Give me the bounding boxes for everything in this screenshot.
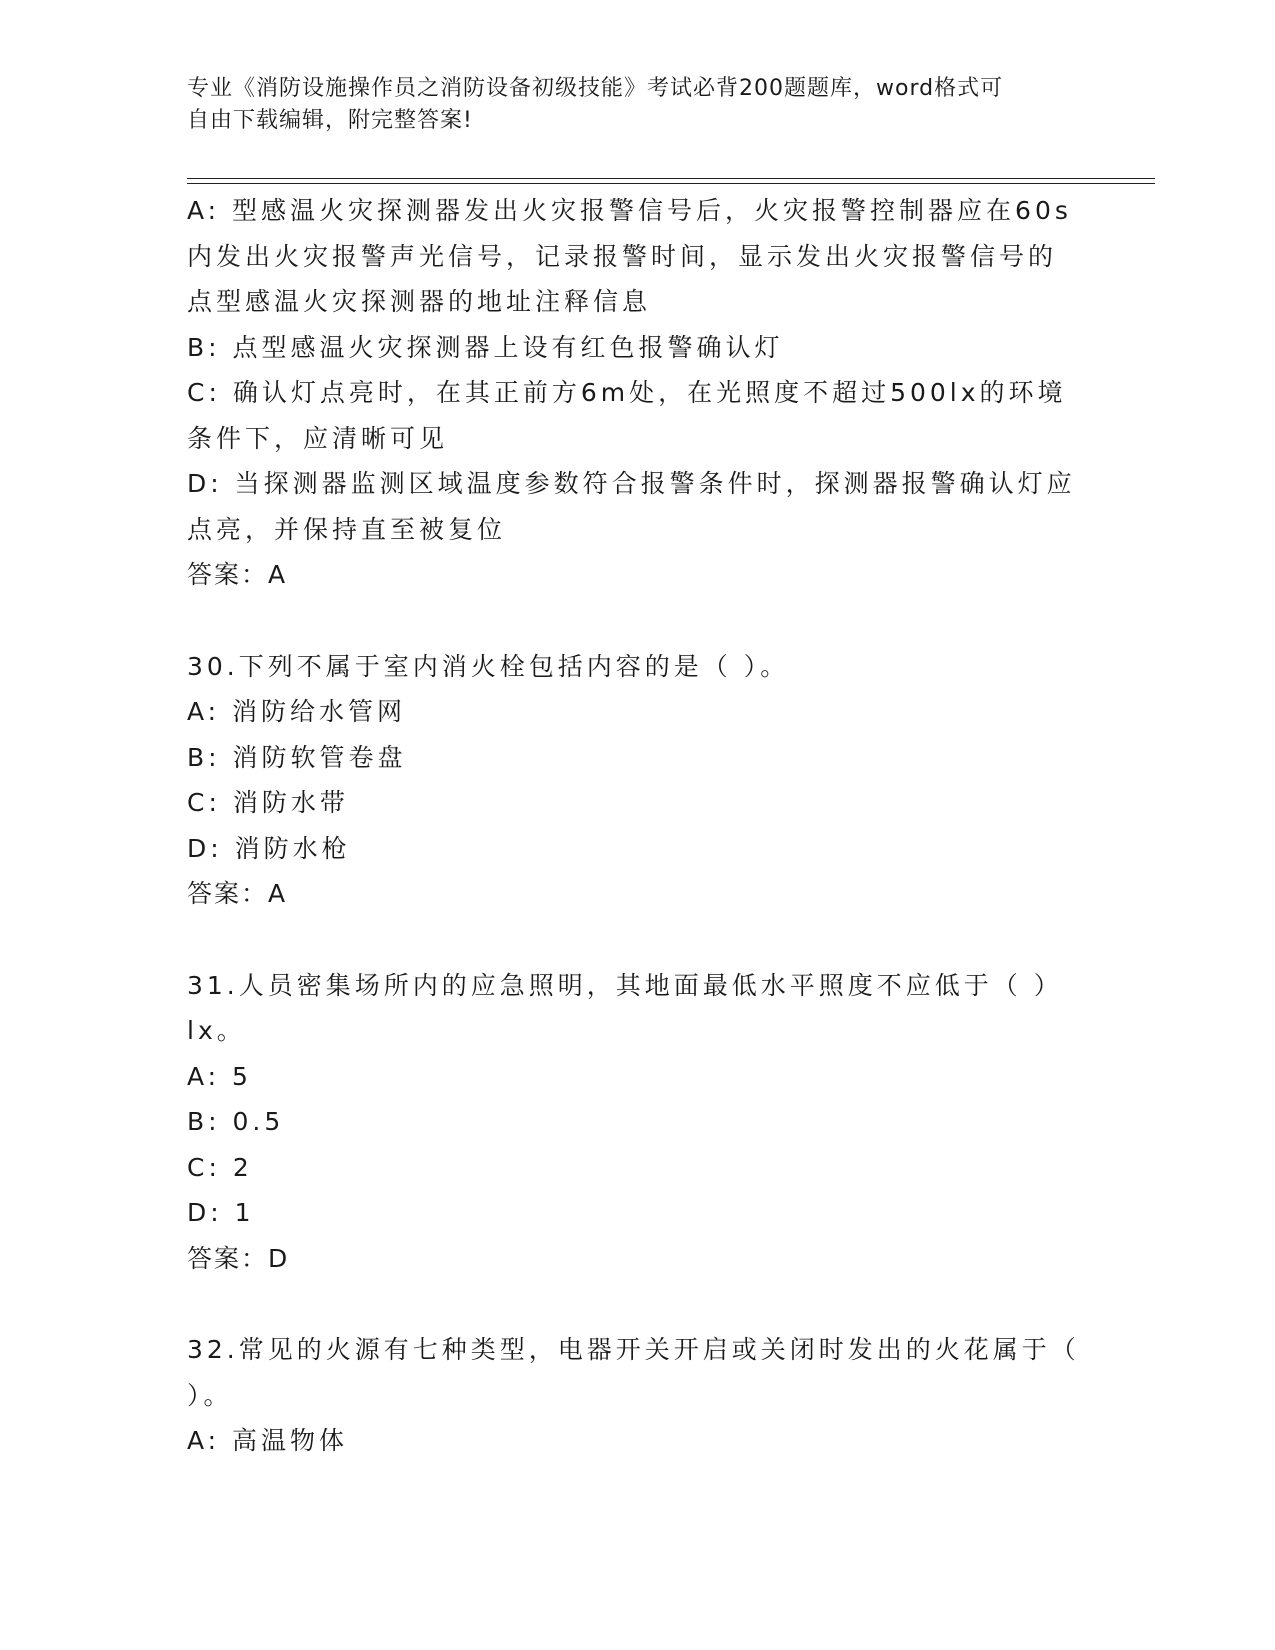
- question-text-line-2: ）。: [187, 1380, 233, 1410]
- option-a: A: 5: [187, 1061, 252, 1091]
- question-block-29: [187, 188, 1087, 598]
- header-line-2: 自由下载编辑，附完整答案!: [187, 108, 473, 133]
- spacer: [187, 917, 1087, 963]
- question-text: 30.下列不属于室内消火栓包括内容的是（ ）。: [187, 651, 790, 681]
- option-c: C: 消防水带: [187, 788, 349, 817]
- option-a-line-3: 点型感温火灾探测器的地址注释信息: [187, 287, 652, 316]
- option-b: B: 点型感温火灾探测器上设有红色报警确认灯: [187, 332, 784, 362]
- option-c: C: 2: [187, 1152, 253, 1182]
- question-text-line-2: lx。: [187, 1016, 246, 1045]
- option-b: B: 消防软管卷盘: [187, 742, 407, 772]
- question-block-31: [187, 963, 1087, 1282]
- question-text-line-1: 31.人员密集场所内的应急照明，其地面最低水平照度不应低于（ ）: [187, 970, 1063, 1000]
- answer: 答案：A: [187, 560, 288, 589]
- option-d-line-2: 点亮，并保持直至被复位: [187, 514, 507, 544]
- question-block-30: [187, 644, 1087, 917]
- answer: 答案：A: [187, 879, 288, 908]
- option-a: A: 高温物体: [187, 1426, 349, 1455]
- option-c-line-2: 条件下，应清晰可见: [187, 423, 449, 453]
- option-d-line-1: D: 当探测器监测区域温度参数符合报警条件时，探测器报警确认灯应: [187, 469, 1076, 498]
- header-divider-top: [187, 178, 1155, 179]
- question-content: [187, 188, 1087, 1464]
- option-a-line-2: 内发出火灾报警声光信号，记录报警时间，显示发出火灾报警信号的: [187, 241, 1058, 271]
- question-block-32: [187, 1327, 1087, 1464]
- answer: 答案：D: [187, 1243, 290, 1273]
- question-text-line-1: 32.常见的火源有七种类型，电器开关开启或关闭时发出的火花属于（: [187, 1335, 1080, 1364]
- spacer: [187, 1281, 1087, 1327]
- option-b: B: 0.5: [187, 1107, 285, 1136]
- option-d: D: 消防水枪: [187, 833, 351, 863]
- document-header: [187, 73, 1067, 137]
- option-c-line-1: C: 确认灯点亮时，在其正前方6m处，在光照度不超过500lx的环境: [187, 378, 1067, 407]
- header-line-1: 专业《消防设施操作员之消防设备初级技能》考试必背200题题库，word格式可: [187, 76, 1004, 101]
- option-a: A: 消防给水管网: [187, 697, 407, 726]
- header-divider-bottom: [187, 183, 1155, 184]
- option-d: D: 1: [187, 1198, 255, 1227]
- option-a-line-1: A: 型感温火灾探测器发出火灾报警信号后，火灾报警控制器应在60s: [187, 196, 1072, 225]
- spacer: [187, 598, 1087, 644]
